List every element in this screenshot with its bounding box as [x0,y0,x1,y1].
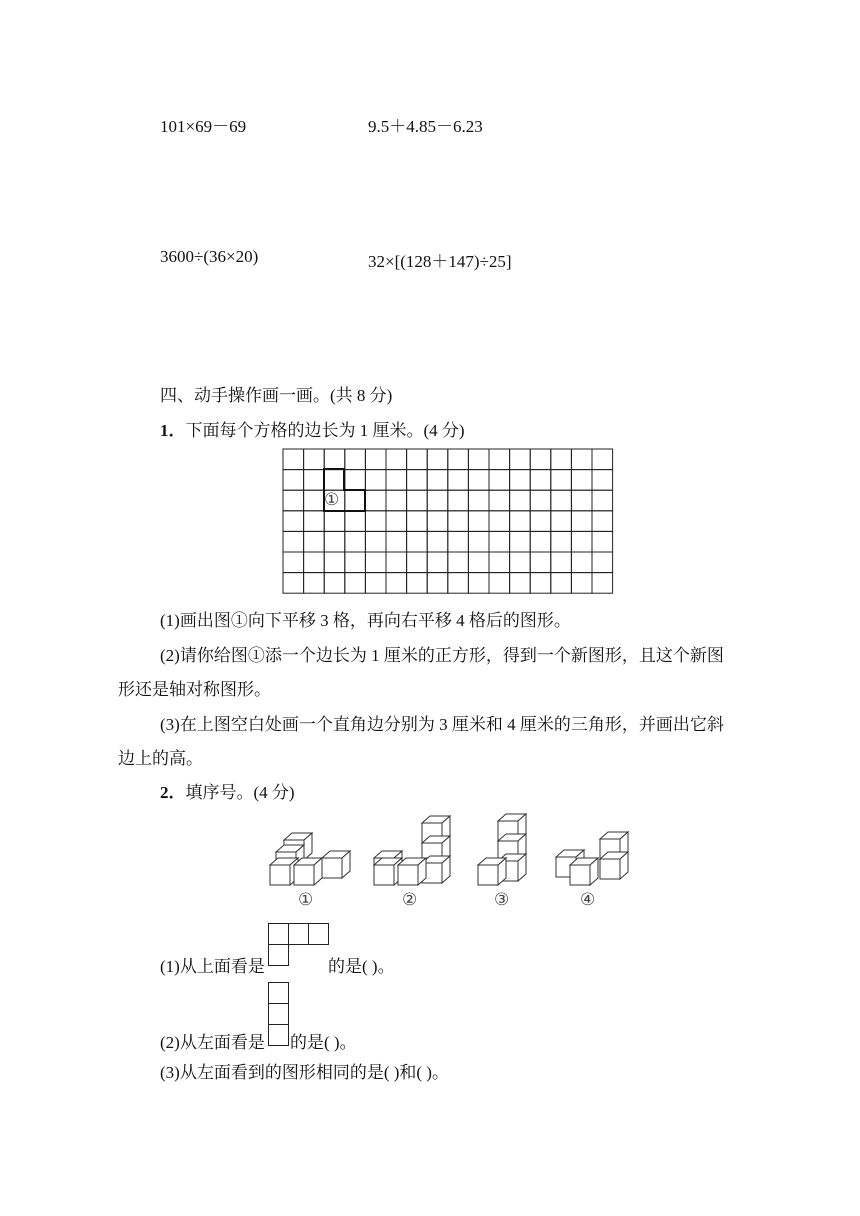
grid-cell [530,511,551,532]
grid-cell [448,531,469,552]
grid-cell [448,490,469,511]
grid-cell [592,470,613,491]
left-view-cell [269,983,289,1004]
grid-cell [304,573,325,594]
cube-front-face [270,865,290,885]
cube-front-face [478,865,498,885]
grid-cell [365,490,386,511]
grid-cell [489,470,510,491]
grid-cell [468,531,489,552]
grid-cell [407,490,428,511]
grid-cell [468,449,489,470]
grid-cell [489,552,510,573]
shape-1-label: ① [324,490,340,510]
grid-cell [365,449,386,470]
grid-cell [551,470,572,491]
figure-label-1: ① [298,890,314,910]
top-view-cell [269,924,289,945]
grid-cell [489,511,510,532]
grid-cell [530,552,551,573]
grid-cell [407,573,428,594]
question-1-number: 1． [160,421,186,440]
grid-cell [427,511,448,532]
question-2-text: 填序号。(4 分) [185,783,295,802]
grid-cell [283,552,304,573]
grid-lines [283,449,613,593]
cube-front-face [322,858,342,878]
grid-cell [510,490,531,511]
grid-cell [551,552,572,573]
cube-front-face [570,865,590,885]
grid-cell [283,449,304,470]
grid-cell [365,511,386,532]
grid-cell [345,490,366,511]
figure-label-2: ② [402,890,418,910]
grid-cell [427,490,448,511]
grid-cell [448,511,469,532]
grid-cell [489,449,510,470]
expression-1: 101×69－69 [160,117,247,136]
grid-cell [489,573,510,594]
grid-cell [448,449,469,470]
grid-cell [551,449,572,470]
grid-cell [283,470,304,491]
grid-cell [468,511,489,532]
grid-cell [510,470,531,491]
q1-sub3-line1: (3)在上图空白处画一个直角边分别为 3 厘米和 4 厘米的三角形，并画出它斜 [160,715,724,734]
grid-cell [304,552,325,573]
grid-cell [468,573,489,594]
grid-cell [386,552,407,573]
cube-figure-3 [478,814,526,885]
cube-front-face [398,865,418,885]
grid-cell [551,490,572,511]
grid-cell [592,490,613,511]
grid-cell [489,490,510,511]
grid-cell [551,573,572,594]
grid-cell [571,511,592,532]
figure-label-3: ③ [494,890,510,910]
q2-sub3: (3)从左面看到的图形相同的是( )和( )。 [160,1063,449,1082]
grid-cell [592,552,613,573]
grid-cell [530,573,551,594]
top-view-figure [268,923,332,967]
q2-sub2-answer: 的是( )。 [290,1033,357,1052]
grid-cell [427,449,448,470]
grid-cell [571,531,592,552]
grid-cell [386,449,407,470]
question-2-number: 2． [160,783,186,802]
q2-sub1-answer: 的是( )。 [328,957,395,976]
grid-cell [448,470,469,491]
question-1-text: 下面每个方格的边长为 1 厘米。(4 分) [185,421,465,440]
grid-cell [551,511,572,532]
grid-cell [324,531,345,552]
grid-cell [427,573,448,594]
grid-cell [468,490,489,511]
grid-cell [427,552,448,573]
grid-cell [427,531,448,552]
grid-cell [304,511,325,532]
left-view-figure [268,982,292,1046]
grid-cell [468,552,489,573]
q1-sub3-line2: 边上的高。 [118,749,203,768]
grid-cell [551,531,572,552]
expression-4: 32×[(128＋147)÷25] [368,252,512,271]
grid-cell [407,449,428,470]
grid-cell [365,531,386,552]
grid-cell [510,449,531,470]
left-view-cell [269,1004,289,1025]
grid-cell [510,531,531,552]
grid-cell [345,511,366,532]
square-grid [282,448,614,594]
grid-cell [571,470,592,491]
grid-cell [407,552,428,573]
cube-figure-4 [556,832,628,885]
top-view-cell [309,924,329,945]
grid-cell [345,552,366,573]
grid-cell [510,573,531,594]
grid-cell [324,511,345,532]
grid-cell [304,490,325,511]
expression-2: 9.5＋4.85－6.23 [368,117,483,136]
grid-cell [324,552,345,573]
q2-sub2-prefix: (2)从左面看是 [160,1033,265,1052]
grid-cell [283,511,304,532]
grid-cell [407,470,428,491]
grid-cell [407,531,428,552]
cube-figure-1 [270,833,350,885]
section-heading: 四、动手操作画一画。(共 8 分) [160,386,393,405]
grid-cell [324,573,345,594]
q1-sub1: (1)画出图①向下平移 3 格，再向右平移 4 格后的图形。 [160,611,571,630]
cube-front-face [294,865,314,885]
question-1 [160,416,465,441]
grid-cell [530,470,551,491]
grid-cell [324,470,345,491]
grid-cell [386,531,407,552]
top-view-cell [269,945,289,966]
grid-cell [448,552,469,573]
grid-cell [283,490,304,511]
q1-sub2-line2: 形还是轴对称图形。 [118,680,271,699]
grid-cell [510,511,531,532]
grid-cell [283,573,304,594]
top-view-cell [289,924,309,945]
grid-cell [324,449,345,470]
grid-cell [365,573,386,594]
left-view-cell [269,1025,289,1046]
grid-cell [571,490,592,511]
grid-cell [530,531,551,552]
figure-label-4: ④ [580,890,596,910]
grid-cell [592,573,613,594]
grid-cell [571,449,592,470]
expression-3: 3600÷(36×20) [160,247,259,266]
grid-cell [510,552,531,573]
grid-cell [386,573,407,594]
grid-cell [304,449,325,470]
grid-cell [365,470,386,491]
grid-cell [571,552,592,573]
grid-cell [530,449,551,470]
grid-cell [592,511,613,532]
grid-cell [345,531,366,552]
grid-cell [427,470,448,491]
grid-cell [530,490,551,511]
grid-cell [592,449,613,470]
cube-figure-2 [374,816,450,885]
grid-cell [345,449,366,470]
grid-cell [345,470,366,491]
grid-cell [386,511,407,532]
q2-sub1-prefix: (1)从上面看是 [160,957,265,976]
cube-figures [260,800,640,892]
grid-cell [386,490,407,511]
grid-cell [345,573,366,594]
q1-sub2-line1: (2)请你给图①添一个边长为 1 厘米的正方形，得到一个新图形，且这个新图 [160,646,724,665]
grid-cell [489,531,510,552]
grid-cell [283,531,304,552]
grid-cell [304,531,325,552]
grid-cell [365,552,386,573]
grid-cell [386,470,407,491]
grid-cell [407,511,428,532]
grid-cell [468,470,489,491]
grid-cell [571,573,592,594]
grid-cell [304,470,325,491]
cube-front-face [600,859,620,879]
grid-cell [592,531,613,552]
cube-front-face [374,865,394,885]
grid-cell [448,573,469,594]
